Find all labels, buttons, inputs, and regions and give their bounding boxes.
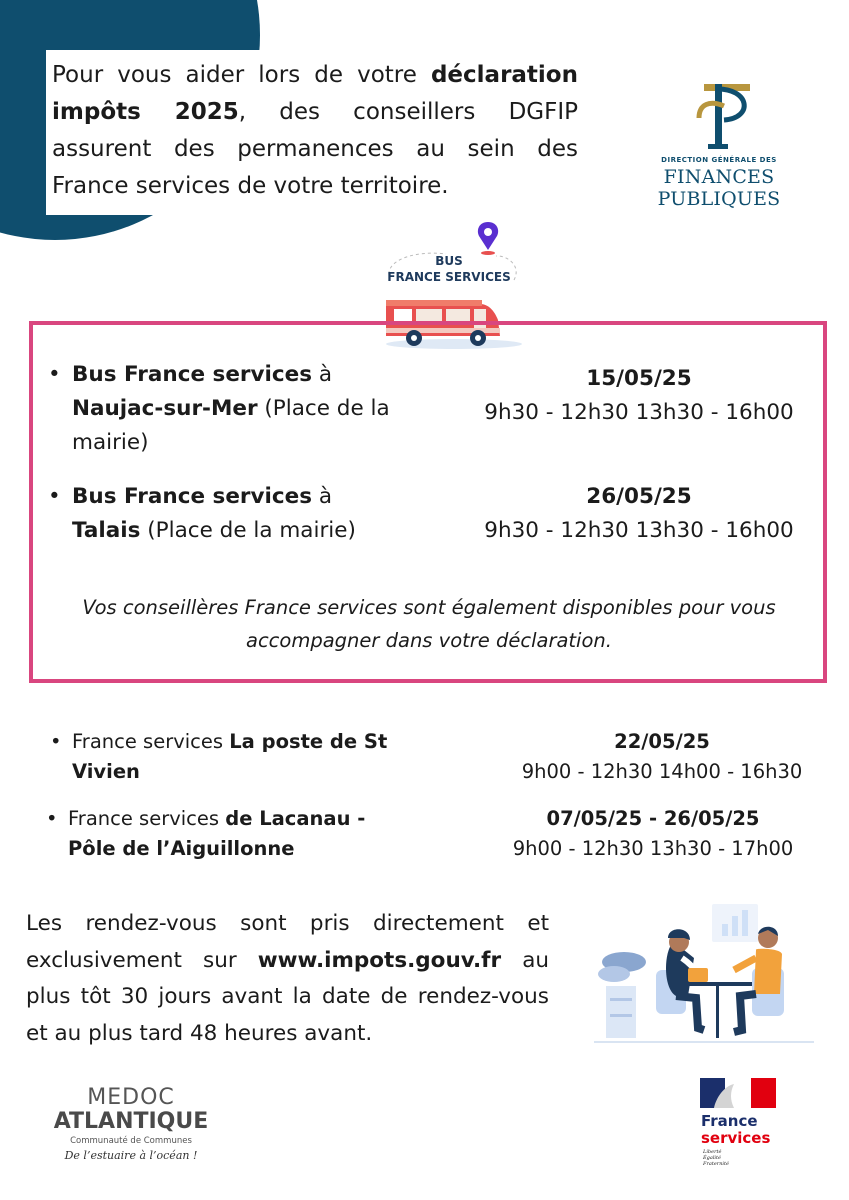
connector: à: [312, 362, 333, 387]
schedule-date: 07/05/25 - 26/05/25: [546, 807, 760, 830]
fs-permanence-item: [46, 804, 466, 866]
medoc-logo-line4: De l’estuaire à l’océan !: [64, 1149, 198, 1162]
medoc-logo-line1: MEDOC: [87, 1085, 175, 1110]
schedule-date: 26/05/25: [586, 484, 692, 509]
bus-permanence-schedule: [468, 480, 810, 548]
dgfip-logo-line2: FINANCES PUBLIQUES: [657, 166, 781, 210]
schedule-hours: 9h00 - 12h30 13h30 - 17h00: [512, 837, 794, 860]
bus-place: Naujac-sur-Mer: [72, 396, 258, 421]
fs-permanence-text: [72, 727, 412, 787]
dgfip-emblem-icon: [612, 78, 826, 156]
consultation-illustration: [584, 898, 824, 1046]
intro-text: [52, 57, 578, 205]
france-services-logo-line1: France: [701, 1112, 758, 1130]
bus-permanence-text: [72, 358, 422, 460]
medoc-logo-line3: Communauté de Communes: [70, 1136, 192, 1146]
motto-egalite: Égalité: [703, 1155, 721, 1161]
schedule-hours: 9h30 - 12h30 13h30 - 16h00: [484, 400, 794, 425]
motto-liberte: Liberté: [703, 1149, 722, 1155]
fs-permanence-text: [68, 804, 388, 864]
appointment-text-part1: Les rendez-vous sont pris directement et exclusivement sur: [26, 911, 549, 973]
fs-place: de Lacanau - Pôle de l’Aiguillonne: [68, 807, 366, 860]
marianne-flag-icon: [700, 1078, 776, 1108]
fs-prefix: France services: [72, 730, 230, 753]
motto-fraternite: Fraternité: [703, 1161, 729, 1167]
fs-permanence-item: [50, 727, 470, 789]
schedule-date: 22/05/25: [614, 730, 710, 753]
bus-permanence-item: [48, 358, 468, 468]
fs-permanence-schedule: [500, 727, 824, 787]
impots-website-link[interactable]: www.impots.gouv.fr: [257, 947, 502, 973]
advisors-note: Vos conseillères France services sont également disponibles pour vous accompagner dans votre déclaration.: [82, 596, 776, 652]
place-detail: (Place de la mairie): [140, 518, 356, 543]
bullet-icon: •: [48, 484, 61, 509]
bus-name: Bus France services: [72, 362, 313, 387]
appointment-text: [26, 906, 549, 1052]
bus-permanence-schedule: [468, 362, 810, 430]
appointment-text-part2: au plus tôt 30 jours avant la date de rendez-vous et au plus tard 48 heures avant.: [26, 947, 550, 1046]
bullet-icon: •: [48, 362, 61, 387]
meeting-illustration-icon: [584, 898, 824, 1046]
bus-permanence-text: [72, 480, 392, 548]
schedule-hours: 9h00 - 12h30 14h00 - 16h30: [521, 760, 803, 783]
fs-prefix: France services: [68, 807, 226, 830]
dgfip-logo-line1: DIRECTION GÉNÉRALE DES: [661, 156, 777, 164]
dgfip-logo: [612, 78, 826, 210]
bullet-icon: •: [50, 730, 62, 753]
intro-text-part1: Pour vous aider lors de votre: [52, 62, 431, 88]
france-services-logo-line2: services: [701, 1129, 771, 1147]
bus-name: Bus France services: [72, 484, 313, 509]
schedule-hours: 9h30 - 12h30 13h30 - 16h00: [484, 518, 794, 543]
bus-place: Talais: [72, 518, 141, 543]
medoc-atlantique-logo: [46, 1085, 221, 1170]
bus-permanence-item: [48, 480, 468, 560]
france-services-logo: [700, 1078, 780, 1173]
intro-text-part2: , des conseillers DGFIP assurent des permanences au sein des France services de votre territoire.: [52, 99, 578, 199]
schedule-date: 15/05/25: [586, 366, 692, 391]
bus-logo-line2: FRANCE SERVICES: [387, 270, 511, 284]
fs-place: La poste de St Vivien: [72, 730, 388, 783]
connector: à: [312, 484, 333, 509]
france-services-motto: [703, 1149, 729, 1167]
intro-text-bold: déclaration impôts 2025: [52, 62, 578, 125]
place-detail: (Place de la mairie): [72, 396, 390, 455]
fs-permanence-schedule: [490, 804, 816, 864]
bullet-icon: •: [46, 807, 58, 830]
bus-logo-line1: BUS: [435, 254, 463, 268]
medoc-logo-line2: ATLANTIQUE: [53, 1109, 209, 1134]
